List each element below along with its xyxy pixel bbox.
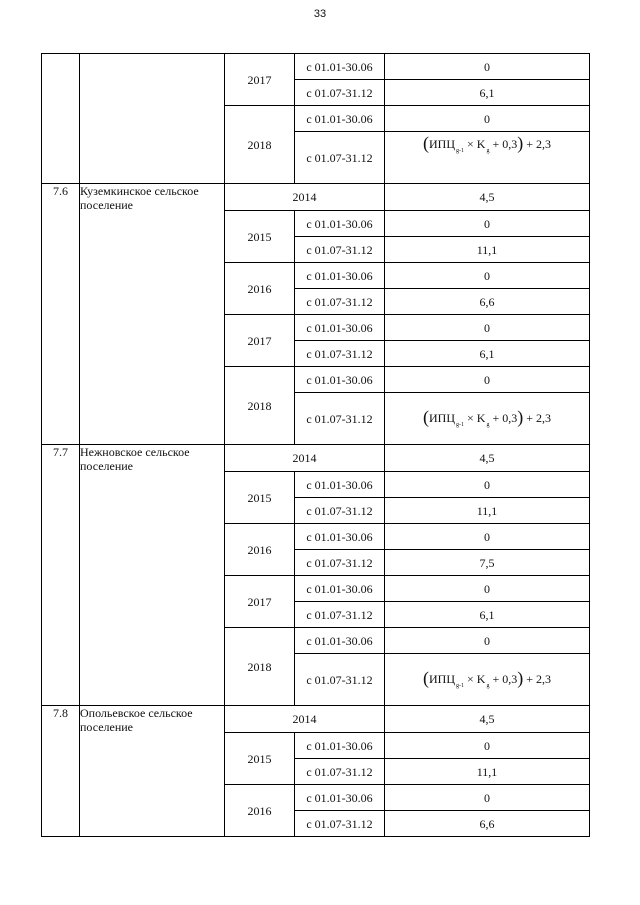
formula-open-paren: ( — [422, 407, 429, 427]
formula-plus-inner: + 0,3 — [492, 672, 518, 686]
value-cell: 7,5 — [385, 550, 590, 576]
formula-plus-inner: + 0,3 — [492, 137, 518, 151]
year-cell: 2016 — [225, 263, 295, 315]
period-cell: с 01.01-30.06 — [295, 785, 385, 811]
formula-k: K — [476, 672, 486, 686]
year-cell: 2015 — [225, 733, 295, 785]
year-cell: 2015 — [225, 472, 295, 524]
formula-close-paren: ) — [517, 668, 524, 688]
formula-ipc: ИПЦ — [428, 411, 455, 425]
formula-plus-outer: + 2,3 — [526, 137, 551, 151]
value-cell: 0 — [385, 524, 590, 550]
formula-plus-outer: + 2,3 — [526, 411, 551, 425]
value-cell: 0 — [385, 576, 590, 602]
value-cell: 0 — [385, 54, 590, 80]
base-year: 2014 — [225, 184, 385, 211]
year-cell: 2017 — [225, 576, 295, 628]
value-cell: 0 — [385, 211, 590, 237]
value-cell: 11,1 — [385, 498, 590, 524]
formula-ipc-subscript: g-1 — [455, 683, 464, 689]
value-cell: 0 — [385, 106, 590, 132]
formula — [423, 409, 551, 428]
formula-k: K — [476, 411, 486, 425]
value-cell: 0 — [385, 733, 590, 759]
period-cell: с 01.07-31.12 — [295, 602, 385, 628]
table-row — [42, 184, 590, 211]
settlement-name: Опольевское сельское поселение — [80, 706, 225, 837]
period-cell: с 01.01-30.06 — [295, 106, 385, 132]
formula-plus-inner: + 0,3 — [492, 411, 518, 425]
formula — [423, 135, 551, 154]
formula — [423, 670, 551, 689]
year-cell: 2016 — [225, 524, 295, 576]
formula-k: K — [476, 137, 486, 151]
period-cell: с 01.01-30.06 — [295, 263, 385, 289]
value-cell: 11,1 — [385, 237, 590, 263]
value-cell: 0 — [385, 263, 590, 289]
settlement-name: Нежновское сельское поселение — [80, 445, 225, 706]
period-cell: с 01.01-30.06 — [295, 367, 385, 393]
base-year: 2014 — [225, 445, 385, 472]
formula-ipc-subscript: g-1 — [455, 422, 464, 428]
year-cell: 2017 — [225, 315, 295, 367]
formula-cell — [385, 393, 590, 445]
formula-k-subscript: g — [486, 148, 490, 154]
period-cell: с 01.07-31.12 — [295, 654, 385, 706]
period-cell: с 01.01-30.06 — [295, 628, 385, 654]
period-cell: с 01.01-30.06 — [295, 524, 385, 550]
base-value: 4,5 — [385, 706, 590, 733]
page-number: 33 — [313, 8, 327, 20]
base-value: 4,5 — [385, 445, 590, 472]
value-cell: 0 — [385, 472, 590, 498]
value-cell: 6,6 — [385, 811, 590, 837]
year-cell: 2017 — [225, 54, 295, 106]
settlement-name — [80, 54, 225, 184]
year-cell: 2018 — [225, 628, 295, 706]
value-cell: 0 — [385, 628, 590, 654]
formula-close-paren: ) — [517, 133, 524, 153]
table-row — [42, 54, 590, 80]
formula-times: × — [466, 411, 474, 425]
formula-open-paren: ( — [422, 668, 429, 688]
row-number: 7.6 — [42, 184, 80, 445]
base-year: 2014 — [225, 706, 385, 733]
formula-k-subscript: g — [486, 683, 490, 689]
period-cell: с 01.07-31.12 — [295, 498, 385, 524]
year-cell: 2016 — [225, 785, 295, 837]
formula-cell — [385, 654, 590, 706]
value-cell: 6,6 — [385, 289, 590, 315]
row-number: 7.8 — [42, 706, 80, 837]
period-cell: с 01.07-31.12 — [295, 289, 385, 315]
period-cell: с 01.07-31.12 — [295, 80, 385, 106]
value-cell: 0 — [385, 367, 590, 393]
value-cell: 0 — [385, 315, 590, 341]
formula-times: × — [466, 137, 474, 151]
formula-ipc: ИПЦ — [428, 672, 455, 686]
formula-cell — [385, 132, 590, 184]
row-number: 7.7 — [42, 445, 80, 706]
period-cell: с 01.07-31.12 — [295, 393, 385, 445]
period-cell: с 01.07-31.12 — [295, 550, 385, 576]
year-cell: 2018 — [225, 367, 295, 445]
base-value: 4,5 — [385, 184, 590, 211]
formula-ipc-subscript: g-1 — [455, 148, 464, 154]
table-row — [42, 445, 590, 472]
period-cell: с 01.01-30.06 — [295, 54, 385, 80]
period-cell: с 01.07-31.12 — [295, 237, 385, 263]
value-cell: 6,1 — [385, 80, 590, 106]
period-cell: с 01.07-31.12 — [295, 811, 385, 837]
value-cell: 11,1 — [385, 759, 590, 785]
value-cell: 6,1 — [385, 341, 590, 367]
period-cell: с 01.07-31.12 — [295, 132, 385, 184]
formula-times: × — [466, 672, 474, 686]
formula-plus-outer: + 2,3 — [526, 672, 551, 686]
period-cell: с 01.01-30.06 — [295, 211, 385, 237]
row-number — [42, 54, 80, 184]
period-cell: с 01.07-31.12 — [295, 341, 385, 367]
settlement-name: Куземкинское сельское поселение — [80, 184, 225, 445]
formula-close-paren: ) — [517, 407, 524, 427]
formula-k-subscript: g — [486, 422, 490, 428]
period-cell: с 01.01-30.06 — [295, 733, 385, 759]
formula-ipc: ИПЦ — [428, 137, 455, 151]
period-cell: с 01.01-30.06 — [295, 472, 385, 498]
tariff-table — [41, 53, 590, 837]
period-cell: с 01.07-31.12 — [295, 759, 385, 785]
formula-open-paren: ( — [422, 133, 429, 153]
period-cell: с 01.01-30.06 — [295, 315, 385, 341]
year-cell: 2015 — [225, 211, 295, 263]
value-cell: 6,1 — [385, 602, 590, 628]
table-row — [42, 706, 590, 733]
year-cell: 2018 — [225, 106, 295, 184]
period-cell: с 01.01-30.06 — [295, 576, 385, 602]
value-cell: 0 — [385, 785, 590, 811]
